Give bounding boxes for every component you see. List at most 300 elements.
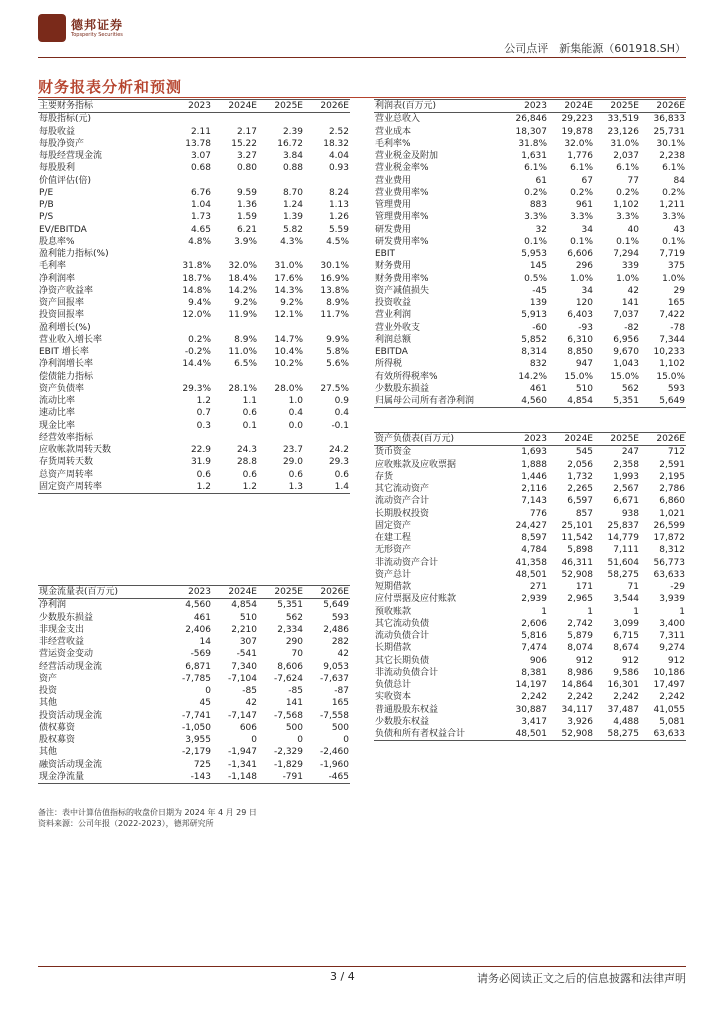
cell-value: -0.2% (184, 347, 211, 357)
row-label: 实收资本 (375, 692, 412, 703)
table-row (38, 175, 350, 187)
cell-value: 165 (331, 698, 349, 709)
cell-value: 12.1% (274, 310, 303, 321)
row-label: 每股经营现金流 (39, 151, 103, 161)
cell-value (304, 322, 350, 334)
cell-value: 593 (331, 612, 349, 623)
cell-value: 29 (673, 285, 685, 296)
cell-value: 14 (199, 637, 211, 647)
cell-value: -1,947 (227, 747, 257, 758)
row-label: 营业费用率% (375, 187, 429, 198)
cell-value: 0.6 (334, 469, 349, 480)
table-row (374, 273, 686, 285)
cell-value: 7,037 (613, 310, 639, 321)
cell-value: 3,400 (659, 618, 685, 629)
cell-value: 30.1% (656, 138, 685, 149)
cell-value: 12.0% (182, 310, 211, 321)
cell-value: 16.9% (320, 273, 349, 284)
cell-value: 8,606 (277, 661, 303, 672)
cell-value: 0.4 (334, 408, 349, 419)
table-row (374, 557, 686, 569)
table-row (374, 126, 686, 138)
cell-value: -465 (304, 771, 350, 784)
row-label: 其它长期负债 (375, 655, 430, 666)
report-info: 公司点评 新集能源（601918.SH） (504, 42, 686, 55)
header-divider (38, 57, 686, 58)
cell-value: 14.3% (274, 285, 303, 296)
cell-value: 5,898 (567, 545, 593, 556)
cell-value: 1.2 (212, 481, 258, 494)
row-label: 经营活动现金流 (39, 661, 103, 672)
cell-value: 6.1% (524, 163, 547, 174)
cell-value: 0.6 (242, 408, 257, 419)
row-label: 营业收入增长率 (39, 334, 103, 345)
row-label: 短期借款 (375, 582, 412, 592)
cell-value: 9.2% (234, 298, 257, 308)
row-label: 研发费用 (375, 224, 412, 235)
cell-value: 28.1% (228, 383, 257, 394)
cell-value (258, 113, 304, 126)
cell-value: 70 (291, 649, 303, 660)
row-label: 有效所得税率% (375, 371, 438, 382)
cell-value: 2.17 (236, 126, 257, 137)
cell-value: 0.88 (282, 163, 303, 174)
cell-value (304, 175, 350, 187)
row-label: 毛利率% (375, 138, 411, 149)
cell-value (166, 322, 212, 334)
table-row (374, 138, 686, 150)
cell-value: 1,993 (613, 471, 639, 482)
cell-value: 2,786 (659, 484, 685, 494)
cell-value: 11,542 (561, 533, 593, 543)
table-row (374, 520, 686, 532)
cell-value: 2,037 (613, 151, 639, 161)
row-label: 普通股股东权益 (375, 704, 439, 715)
cell-value: 171 (575, 582, 593, 592)
cell-value: 8.9% (234, 334, 257, 345)
cell-value: 1.0% (616, 273, 639, 284)
cell-value: 1,446 (521, 471, 547, 482)
cell-value: 41,055 (653, 704, 685, 715)
cell-value: 247 (621, 447, 639, 458)
row-label: 净资产收益率 (39, 285, 94, 296)
cell-value: 6,597 (567, 496, 593, 507)
table-row (374, 224, 686, 236)
cell-value: 5,649 (323, 600, 349, 611)
cell-value: -569 (190, 649, 211, 660)
cell-value: 30,887 (515, 704, 547, 715)
cell-value: 24.3 (236, 445, 257, 455)
cell-value: 4.3% (280, 236, 303, 247)
cell-value: 2,242 (659, 692, 685, 703)
cell-value: 2,358 (613, 459, 639, 470)
cell-value: 776 (529, 508, 547, 519)
cell-value: 2,242 (613, 692, 639, 703)
cell-value: 32 (535, 224, 547, 235)
cell-value: 58,275 (594, 728, 640, 741)
table-row (38, 722, 350, 734)
cell-value: 0.1 (242, 420, 257, 431)
table-row (374, 593, 686, 605)
table-row (38, 395, 350, 407)
table-row (374, 618, 686, 630)
cell-value: 14,779 (607, 533, 639, 543)
cell-value: 67 (581, 175, 593, 186)
row-label: 现金比率 (39, 420, 76, 431)
cell-value: 8,674 (613, 643, 639, 654)
cell-value: 23,126 (607, 126, 639, 137)
year-header: 2025E (258, 100, 304, 113)
table-row (374, 285, 686, 297)
cell-value: 4,560 (502, 395, 548, 408)
table-title: 主要财务指标 (38, 100, 166, 113)
section-divider (38, 97, 686, 98)
cell-value: 3.84 (282, 151, 303, 161)
row-label: 所得税 (375, 359, 403, 370)
table-row (38, 187, 350, 199)
year-header: 2023 (502, 433, 548, 446)
cell-value: 8,850 (567, 347, 593, 357)
row-label: 归属母公司所有者净利润 (374, 395, 502, 408)
cell-value: 15.0% (656, 371, 685, 382)
cell-value: 0.93 (328, 163, 349, 174)
cashflow-table (38, 585, 350, 784)
cell-value: 1.1 (242, 396, 257, 406)
cell-value: 7,474 (521, 643, 547, 654)
table-row (374, 544, 686, 556)
row-label: 股权募资 (39, 735, 76, 745)
cell-value: 1,043 (613, 359, 639, 370)
cell-value: 7,294 (613, 249, 639, 259)
cell-value: 5.82 (282, 224, 303, 235)
cell-value: 0.1% (616, 236, 639, 247)
cell-value: -60 (532, 322, 547, 333)
cell-value: 375 (667, 261, 685, 272)
cell-value: 8.24 (328, 187, 349, 198)
cell-value: 4.65 (190, 224, 211, 235)
table-title: 现金流量表(百万元) (38, 586, 166, 599)
cell-value: 43 (673, 224, 685, 235)
cell-value: 6,871 (185, 661, 211, 672)
cell-value: 141 (621, 298, 639, 308)
table-header-row (38, 586, 350, 599)
table-row (374, 211, 686, 223)
cell-value (212, 371, 258, 383)
table-row (374, 704, 686, 716)
table-row (38, 673, 350, 685)
cell-value: 3,099 (613, 618, 639, 629)
row-label: 存货 (375, 471, 394, 482)
cell-value: 296 (575, 261, 593, 272)
cell-value: 0.1% (570, 236, 593, 247)
table-row (38, 697, 350, 709)
row-label: 长期股权投资 (375, 508, 430, 519)
table-row (38, 248, 350, 260)
row-label: 每股股利 (39, 163, 76, 174)
row-label: 财务费用 (375, 261, 412, 272)
cell-value: 9.59 (236, 187, 257, 198)
table-row (38, 636, 350, 648)
table-row (374, 248, 686, 260)
table-row (38, 322, 350, 334)
cell-value: 0.6 (288, 469, 303, 480)
cell-value: 510 (575, 383, 593, 394)
table-row (38, 746, 350, 758)
row-label: 投资 (39, 686, 58, 696)
cell-value: 510 (239, 612, 257, 623)
table-row (374, 113, 686, 126)
cell-value: 3.07 (190, 151, 211, 161)
cell-value: 42 (627, 285, 639, 296)
row-label: 盈利能力指标(%) (39, 249, 109, 259)
row-label: 流动比率 (39, 396, 76, 406)
cell-value: 8,314 (521, 347, 547, 357)
row-label: EBIT 增长率 (39, 347, 89, 357)
cell-value: 34,117 (561, 704, 593, 715)
row-label: P/B (39, 200, 54, 210)
cell-value: 1,102 (613, 200, 639, 210)
cell-value: 6,606 (567, 249, 593, 259)
table-row (374, 508, 686, 520)
cell-value: 4,854 (231, 600, 257, 611)
cell-value: 2,238 (659, 151, 685, 161)
cell-value: 1.0 (288, 396, 303, 406)
row-label: 每股收益 (39, 126, 76, 137)
row-label: 总资产周转率 (39, 469, 94, 480)
cell-value: 1.59 (236, 212, 257, 223)
cell-value: 2,195 (659, 471, 685, 482)
cell-value: 1.24 (282, 200, 303, 210)
cell-value: 11.9% (228, 310, 257, 321)
cell-value: -78 (670, 322, 685, 333)
table-row (374, 334, 686, 346)
cell-value: 290 (285, 637, 303, 647)
cell-value: 2,567 (613, 484, 639, 494)
row-label: 融资活动现金流 (39, 759, 103, 770)
cell-value: 6,403 (567, 310, 593, 321)
cell-value: 282 (331, 637, 349, 647)
cell-value: 11.7% (320, 310, 349, 321)
cell-value: 63,633 (640, 728, 686, 741)
table-row (38, 469, 350, 481)
table-row (374, 606, 686, 618)
cell-value: -7,624 (273, 673, 303, 684)
cell-value: -791 (258, 771, 304, 784)
logo-mark-icon (38, 14, 66, 42)
row-label: 应收账款及应收票据 (375, 459, 457, 470)
table-row (374, 471, 686, 483)
cell-value: 6.1% (662, 163, 685, 174)
table-row (374, 667, 686, 679)
row-label: 非流动负债合计 (375, 667, 439, 678)
table-row (38, 661, 350, 673)
cell-value: 7,344 (659, 334, 685, 345)
cell-value: 31.8% (182, 261, 211, 272)
cell-value: 545 (575, 447, 593, 458)
cell-value: 40 (627, 224, 639, 235)
cell-value: 6,671 (613, 496, 639, 507)
cell-value: 2,742 (567, 618, 593, 629)
cell-value: 84 (673, 175, 685, 186)
cell-value: 15.0% (610, 371, 639, 382)
table-row (38, 297, 350, 309)
table-row (374, 236, 686, 248)
row-label: 债权募资 (39, 722, 76, 733)
cell-value: -7,785 (181, 673, 211, 684)
table-row (38, 138, 350, 150)
cell-value: 8,597 (521, 533, 547, 543)
row-label: 价值评估(倍) (39, 175, 92, 186)
year-header: 2023 (166, 100, 212, 113)
cell-value: 0 (205, 686, 211, 696)
table-row (38, 334, 350, 346)
table-row (374, 175, 686, 187)
cell-value (304, 432, 350, 444)
cell-value: 4,560 (185, 600, 211, 611)
cell-value: 500 (331, 722, 349, 733)
cell-value: 145 (529, 261, 547, 272)
cell-value: 8,986 (567, 667, 593, 678)
cell-value: 2,210 (231, 624, 257, 635)
table-row (38, 273, 350, 285)
cell-value: 0.4 (288, 408, 303, 419)
table-row (374, 199, 686, 211)
table-row (38, 420, 350, 432)
cell-value: 52,908 (548, 728, 594, 741)
cell-value: -541 (236, 649, 257, 660)
table-notes (38, 807, 257, 829)
table-row (38, 236, 350, 248)
cell-value: 0.1% (662, 236, 685, 247)
cell-value: -7,558 (319, 710, 349, 721)
cell-value: 42 (245, 698, 257, 709)
cell-value (166, 175, 212, 187)
cell-value: -1,960 (319, 759, 349, 770)
cell-value: 45 (199, 698, 211, 709)
cell-value: 500 (285, 722, 303, 733)
cell-value: 16,301 (607, 680, 639, 690)
year-header: 2024E (548, 100, 594, 113)
year-header: 2026E (304, 586, 350, 599)
cell-value: 0 (251, 735, 257, 745)
cell-value: 9,274 (659, 643, 685, 654)
cell-value: 5.59 (328, 224, 349, 235)
cell-value: 25,731 (653, 126, 685, 137)
row-label: 负债总计 (375, 680, 412, 690)
row-label: 净利润增长率 (39, 359, 94, 370)
cell-value (258, 371, 304, 383)
cell-value: -87 (334, 686, 349, 696)
note-data-source: 资料来源：公司年报（2022-2023），德邦研究所 (38, 819, 214, 828)
table-row (374, 716, 686, 728)
row-label: 流动资产合计 (375, 496, 430, 507)
cell-value: 0.5% (524, 273, 547, 284)
cell-value: -0.1 (331, 420, 349, 431)
cell-value: 3,955 (185, 735, 211, 745)
cell-value (212, 248, 258, 260)
cell-value: 25,837 (607, 520, 639, 531)
cell-value: 29.3% (182, 383, 211, 394)
cell-value: 7,340 (231, 661, 257, 672)
row-label: 非流动资产合计 (375, 557, 439, 568)
cell-value: 23.7 (282, 445, 303, 455)
cell-value: 141 (285, 698, 303, 709)
cell-value: 6,956 (613, 334, 639, 345)
cell-value: 1.3 (258, 481, 304, 494)
cell-value: 31.0% (610, 138, 639, 149)
cell-value: 883 (529, 200, 547, 210)
row-label: 偿债能力指标 (39, 371, 94, 382)
row-label: 财务费用率% (375, 273, 429, 284)
cell-value: 912 (575, 655, 593, 666)
cell-value: 32.0% (564, 138, 593, 149)
cell-value: 1,693 (521, 447, 547, 458)
cell-value: 2,334 (277, 624, 303, 635)
table-title: 利润表(百万元) (374, 100, 502, 113)
cell-value: 1,021 (659, 508, 685, 519)
cell-value: 18.4% (228, 273, 257, 284)
row-label: 每股指标(元) (39, 114, 92, 125)
cell-value: 938 (621, 508, 639, 519)
cell-value: 6.21 (236, 224, 257, 235)
cell-value: 24,427 (515, 520, 547, 531)
cell-value: 5,852 (521, 334, 547, 345)
row-label: 营业利润 (375, 310, 412, 321)
cell-value: 26,846 (515, 114, 547, 125)
cell-value: 14,197 (515, 680, 547, 690)
cell-value: 18,307 (515, 126, 547, 137)
cell-value: 26,599 (653, 520, 685, 531)
cell-value: 1.26 (328, 212, 349, 223)
cell-value: -29 (670, 582, 685, 592)
cell-value: 0.0 (288, 420, 303, 431)
table-row (38, 224, 350, 236)
cell-value: 17,497 (653, 680, 685, 690)
cell-value: 4,784 (521, 545, 547, 556)
table-row (38, 407, 350, 419)
cell-value: 912 (667, 655, 685, 666)
row-label: 营业外收支 (375, 322, 421, 333)
table-title: 资产负债表(百万元) (374, 433, 502, 446)
cell-value: 0.1% (524, 236, 547, 247)
cell-value: 2,265 (567, 484, 593, 494)
cell-value: -45 (532, 285, 547, 296)
table-row (38, 612, 350, 624)
cell-value: 6,715 (613, 631, 639, 641)
cell-value (258, 322, 304, 334)
table-row (374, 162, 686, 174)
cell-value: 3.3% (570, 212, 593, 223)
row-label: 流动负债合计 (375, 631, 430, 641)
cell-value: 31.0% (274, 261, 303, 272)
cell-value: -7,568 (273, 710, 303, 721)
cell-value: 8.70 (282, 187, 303, 198)
cell-value: 8.9% (326, 298, 349, 308)
row-label: 资产减值损失 (375, 285, 430, 296)
cell-value: 10,186 (653, 667, 685, 678)
cell-value: 307 (239, 637, 257, 647)
table-row (374, 446, 686, 459)
table-row (38, 648, 350, 660)
cell-value: -85 (288, 686, 303, 696)
cell-value: 5,351 (277, 600, 303, 611)
table-row (374, 297, 686, 309)
cell-value: 3.3% (662, 212, 685, 223)
table-row (374, 459, 686, 471)
cell-value: 15.0% (564, 371, 593, 382)
cell-value: 77 (627, 175, 639, 186)
cell-value: 5,879 (567, 631, 593, 641)
